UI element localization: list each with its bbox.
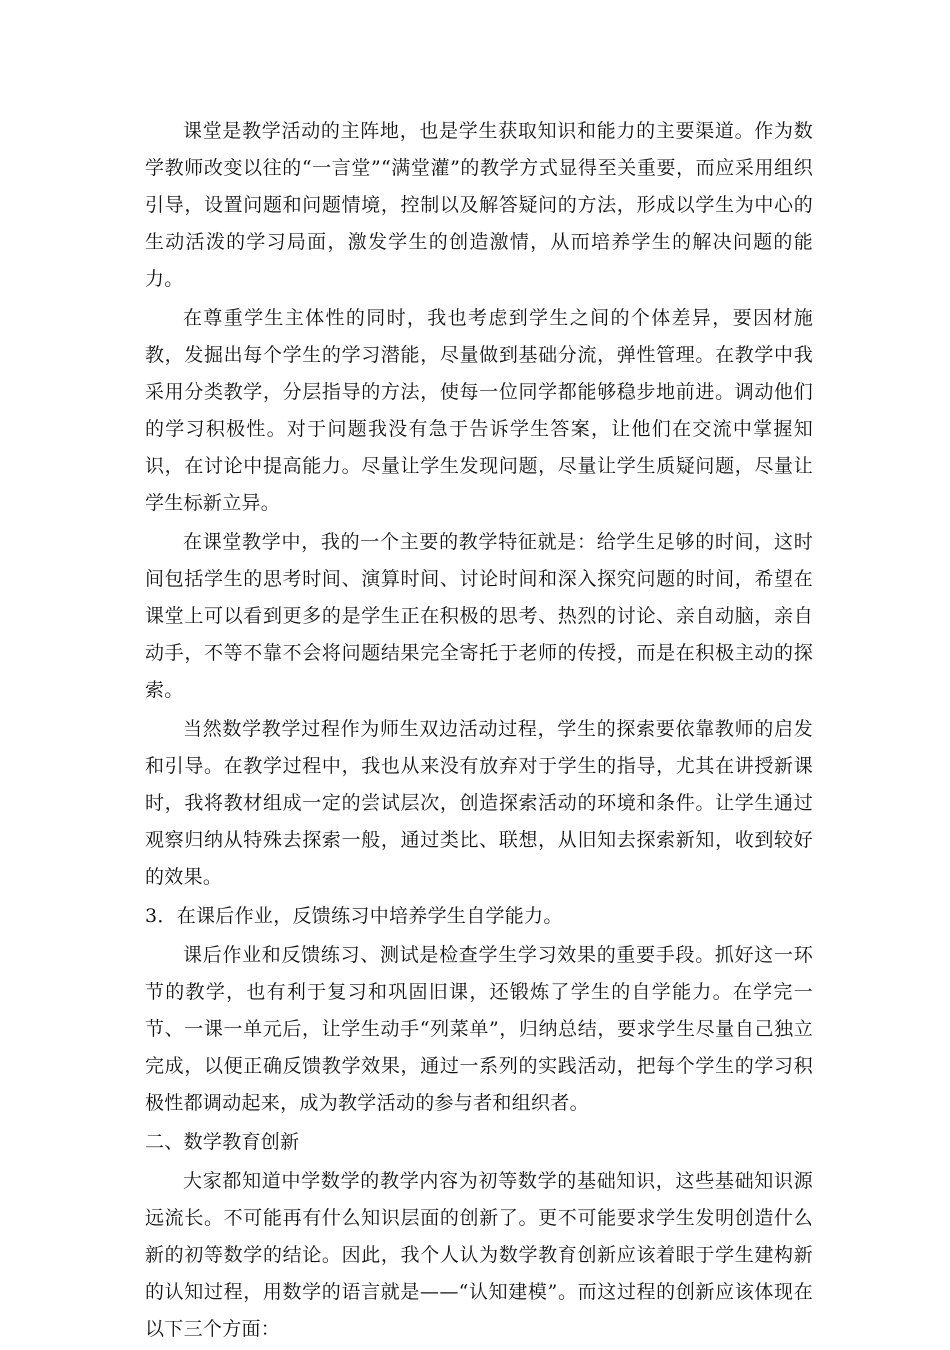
paragraph-student-subjectivity: 在尊重学生主体性的同时，我也考虑到学生之间的个体差异，要因材施教，发掘出每个学生的学习潜能，尽量做到基础分流，弹性管理。在教学中我采用分类教学，分层指导的方法，使每一位同学都能够稳步地前进。调动他们的学习积极性。对于问题我没有急于告诉学生答案，让他们在交流中掌握知识，在讨论中提高能力。尽量让学生发现问题，尽量让学生质疑问题，尽量让学生标新立异。 — [145, 307, 813, 514]
paragraph-teacher-guidance: 当然数学教学过程作为师生双边活动过程，学生的探索要依靠教师的启发和引导。在教学过程中，我也从来没有放弃对于学生的指导，尤其在讲授新课时，我将教材组成一定的尝试层次，创造探索活动的环境和条件。让学生通过观察归纳从特殊去探索一般，通过类比、联想，从旧知去探索新知，收到较好的效果。 — [145, 718, 813, 888]
paragraph-innovation: 大家都知道中学数学的教学内容为初等数学的基础知识，这些基础知识源远流长。不可能再有什么知识层面的创新了。更不可能要求学生发明创造什么新的初等数学的结论。因此，我个人认为数学教育创新应该着眼于学生建构新的认知过程，用数学的语言就是——“认知建模”。而这过程的创新应该体现在以下三个方面： — [145, 1170, 813, 1340]
paragraph-homework-feedback: 课后作业和反馈练习、测试是检查学生学习效果的重要手段。抓好这一环节的教学，也有利于复习和巩固旧课，还锻炼了学生的自学能力。在学完一节、一课一单元后，让学生动手“列菜单”，归纳总结，要求学生尽量自己独立完成，以便正确反馈教学效果，通过一系列的实践活动，把每个学生的学习积极性都调动起来，成为教学活动的参与者和组织者。 — [145, 944, 813, 1114]
paragraph-classroom-teaching-feature: 在课堂教学中，我的一个主要的教学特征就是：给学生足够的时间，这时间包括学生的思考时间、演算时间、讨论时间和深入探究问题的时间，希望在课堂上可以看到更多的是学生正在积极的思考、热烈的讨论、亲自动脑，亲自动手，不等不靠不会将问题结果完全寄托于老师的传授，而是在积极主动的探索。 — [145, 531, 813, 701]
section-heading-homework: 3．在课后作业，反馈练习中培养学生自学能力。 — [145, 905, 563, 927]
section-heading-math-education-innovation: 二、数学教育创新 — [145, 1131, 300, 1153]
paragraph-classroom-main-position: 课堂是教学活动的主阵地，也是学生获取知识和能力的主要渠道。作为数学教师改变以往的“一言堂”“满堂灌”的教学方式显得至关重要，而应采用组织引导，设置问题和问题情境，控制以及解答疑问的方法，形成以学生为中心的生动活泼的学习局面，激发学生的创造激情，从而培养学生的解决问题的能力。 — [145, 120, 813, 290]
document-body — [145, 113, 813, 1350]
